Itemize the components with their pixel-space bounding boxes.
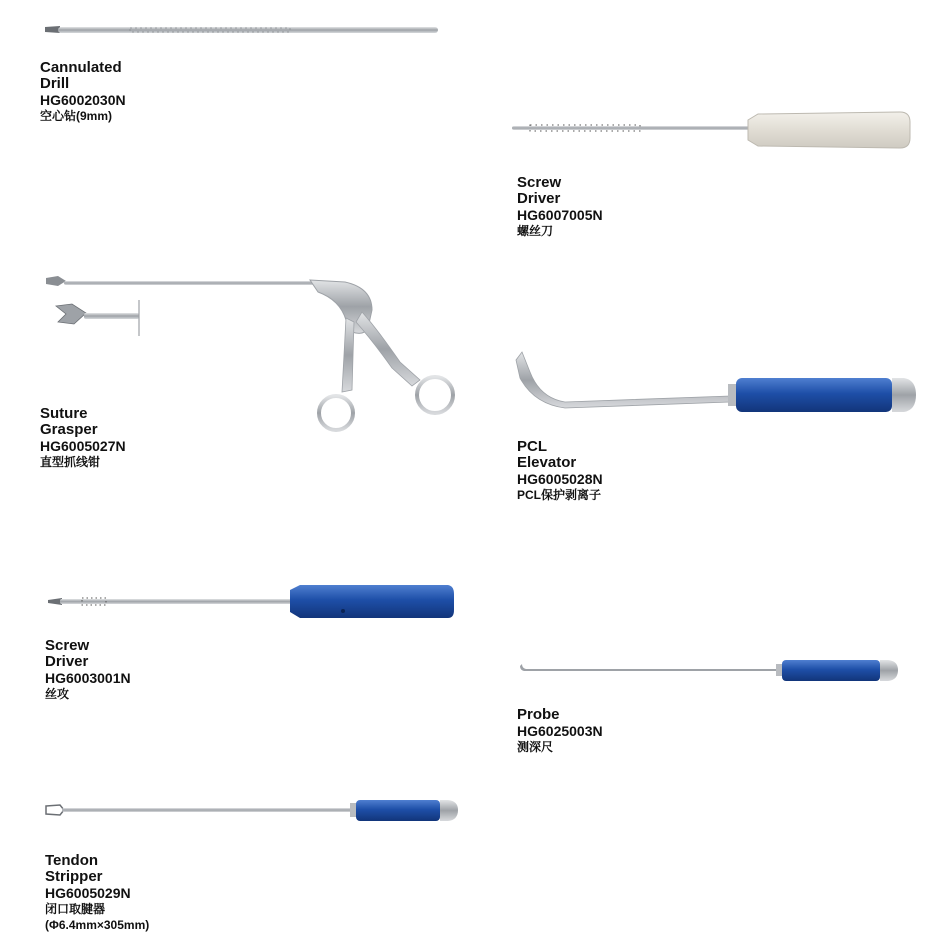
product-name: PCL Elevator: [517, 438, 577, 471]
product-name: Screw Driver: [517, 174, 562, 207]
product-code: HG6007005N: [517, 207, 603, 223]
product-chinese-name: PCL保护剥离子: [517, 488, 602, 502]
product-code: HG6005029N: [45, 885, 131, 901]
caption-tendon-stripper: [45, 853, 149, 933]
product-chinese-name: 空心钻(9mm): [40, 109, 113, 123]
product-chinese-name: 直型抓线钳: [40, 455, 101, 469]
product-chinese-name: 闭口取腱器(Φ6.4mm×305mm): [45, 902, 150, 932]
product-code: HG6025003N: [517, 723, 603, 739]
product-code: HG6002030N: [40, 92, 126, 108]
product-chinese-name: 螺丝刀: [517, 224, 554, 238]
product-chinese-name: 丝攻: [45, 687, 70, 701]
product-name: Suture Grasper: [40, 405, 98, 438]
product-code: HG6005028N: [517, 471, 603, 487]
stripper-shaft: [46, 805, 354, 815]
product-name: Screw Driver: [45, 637, 90, 670]
product-name: Tendon Stripper: [45, 852, 103, 885]
product-name: Cannulated Drill: [40, 59, 122, 92]
product-code: HG6005027N: [40, 438, 126, 454]
product-code: HG6003001N: [45, 670, 131, 686]
product-chinese-name: 测深尺: [517, 740, 554, 754]
blue-handle: [350, 800, 458, 821]
product-name: Probe: [517, 706, 560, 723]
